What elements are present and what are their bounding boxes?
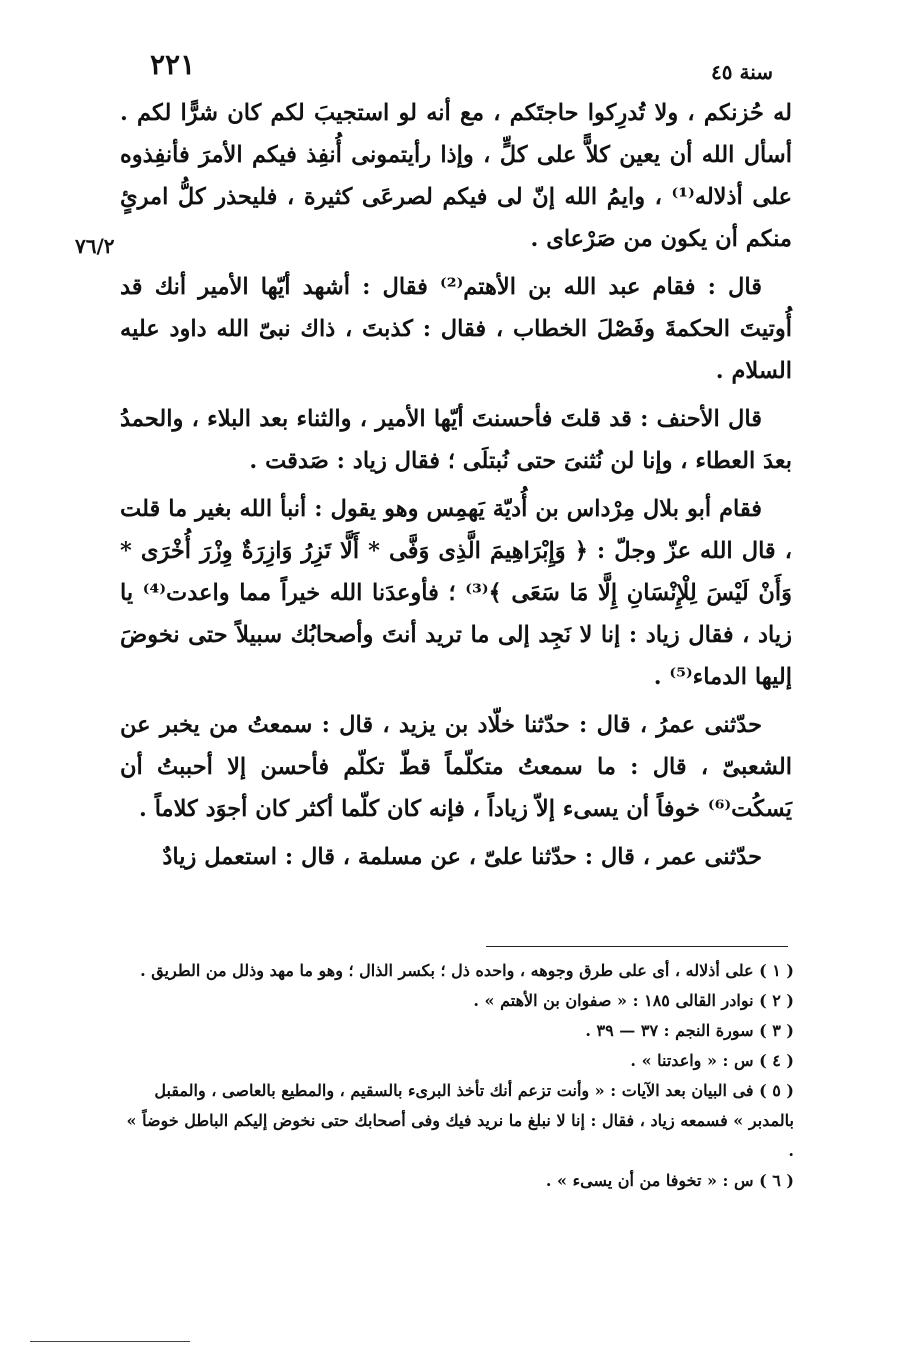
footnote: ( ٤ ) س : « واعدتنا » .	[630, 1051, 794, 1070]
paragraph: قال : فقام عبد الله بن الأهتم⁽²⁾ فقال : أشهد أيّها الأمير أنك قد أُوتيتَ الحكمةَ وفَصْلَ الخطاب ، فقال : كذبتَ ، ذاك نبىّ الله داود عليه السلام .	[120, 274, 792, 384]
paragraph: قال الأحنف : قد قلتَ فأحسنتَ أيّها الأمير ، والثناء بعد البلاء ، والحمدُ بعدَ العطاء ، وإنا لن نُثنىَ حتى نُبتلَى ؛ فقال زياد : صَدقت .	[120, 406, 792, 474]
footnote: ( ٦ ) س : « تخوفا من أن يسىء » .	[545, 1171, 794, 1190]
footnote: ( ١ ) على أذلاله ، أى على طرق وجوهه ، واحده ذل ؛ بكسر الذال ؛ وهو ما مهد وذلل من الطريق .	[140, 961, 794, 980]
footnote-divider	[486, 946, 788, 947]
footnotes	[122, 956, 794, 1196]
paragraph: فقام أبو بلال مِرْداس بن أُديّة يَهمِس وهو يقول : أنبأ الله بغير ما قلت ، قال الله عزّ وجلّ : ﴿ وَإِبْرَاهِيمَ الَّذِى وَفَّى * أَلَّا تَزِرُ وَازِرَةٌ وِزْرَ أُخْرَى * وَأَنْ لَيْسَ لِلْإِنْسَانِ إِلَّا مَا سَعَى ﴾⁽³⁾ ؛ فأوعدَنا الله خيراً مما واعدت⁽⁴⁾ يا زياد ، فقال زياد : إنا لا نَجِد إلى ما تريد أنتَ وأصحابُك سبيلاً حتى نخوضَ إليها الدماء⁽⁵⁾ .	[120, 496, 792, 690]
footnote: ( ٥ ) فى البيان بعد الآيات : « وأنت تزعم أنك تأخذ البرىء بالسقيم ، والمطيع بالعاصى ، والمقبل بالمدبر » فسمعه زياد ، فقال : إنا لا نبلغ ما نريد فيك وفى أصحابك حتى نخوض إليكم الباطل خوضاً » .	[126, 1081, 794, 1160]
paragraph: حدّثنى عمرُ ، قال : حدّثنا خلّاد بن يزيد ، قال : سمعتُ من يخبر عن الشعبىّ ، قال : ما سمعتُ متكلّماً قطّ تكلّم فأحسن إلا أحببتُ أن يَسكُت⁽⁶⁾ خوفاً أن يسىء إلاّ زياداً ، فإنه كان كلّما أكثر كان أجوَد كلاماً .	[120, 712, 792, 822]
running-header-year: سنة ٤٥	[711, 60, 773, 84]
main-text	[120, 92, 792, 937]
paragraph: حدّثنى عمر ، قال : حدّثنا علىّ ، عن مسلمة ، قال : استعمل زيادٌ	[162, 844, 762, 870]
footnote: ( ٣ ) سورة النجم : ٣٧ — ٣٩ .	[585, 1021, 794, 1040]
footnote: ( ٢ ) نوادر القالى ١٨٥ : « صفوان بن الأهتم » .	[473, 991, 794, 1010]
margin-reference: ٧٦/٢	[75, 234, 115, 258]
bottom-rule	[30, 1341, 190, 1342]
paragraph: له حُزنكم ، ولا تُدرِكوا حاجتَكم ، مع أنه لو استجيبَ لكم كان شرًّا لكم . أسأل الله أن يعين كلاًّ على كلٍّ ، وإذا رأيتمونى أُنفِذ فيكم الأمرَ فأنفِذوه على أذلاله⁽¹⁾ ، وايمُ الله إنّ لى فيكم لصرعَى كثيرة ، فليحذر كلُّ امرئٍ منكم أن يكون من صَرْعاى .	[120, 100, 792, 252]
page-number: ٢٢١	[150, 48, 196, 81]
